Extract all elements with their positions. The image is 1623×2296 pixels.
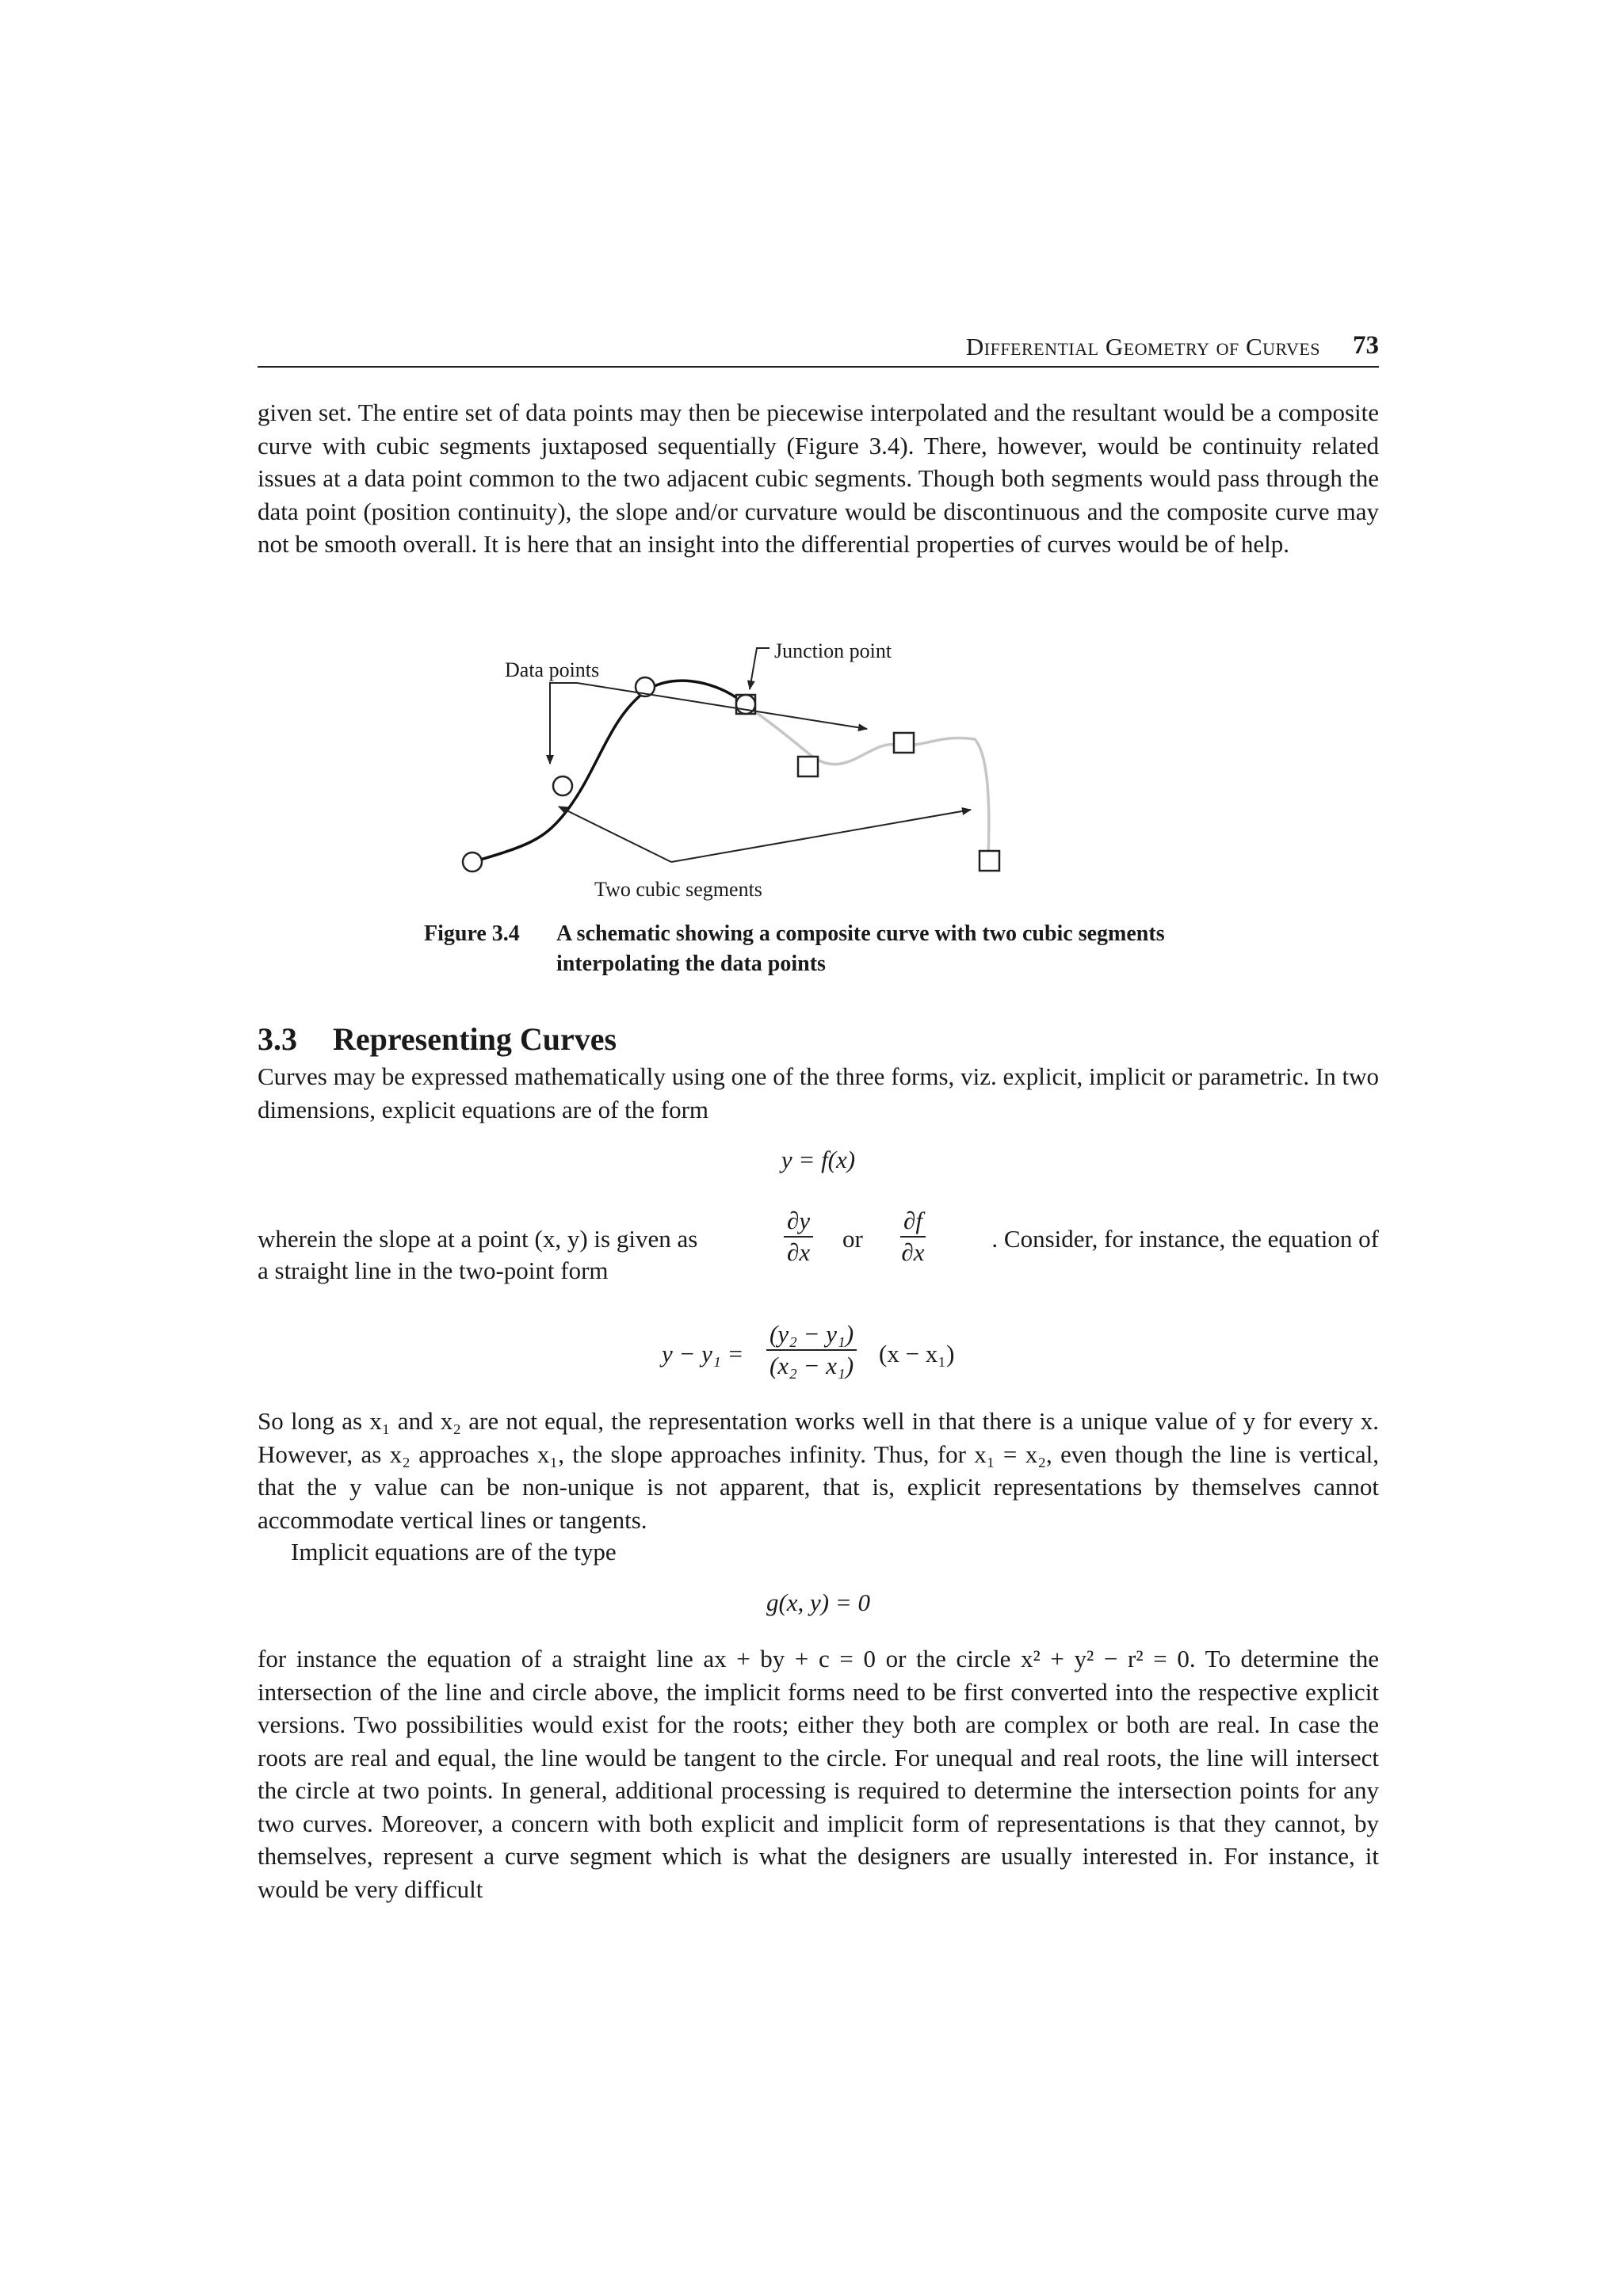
equation-rhs: (x − x₁) [879, 1340, 955, 1367]
fraction-dy-dx [784, 1206, 813, 1268]
junction-pointer [750, 648, 769, 689]
slope-text-right: . Consider, for instance, the equation of [991, 1225, 1379, 1253]
slope-text-continuation: a straight line in the two-point form [258, 1257, 609, 1284]
equation-fraction [766, 1319, 857, 1381]
data-point-circle [553, 776, 572, 795]
figure-3-4 [416, 626, 1288, 911]
fraction-numerator: ∂y [784, 1206, 813, 1238]
data-point-circle [463, 852, 482, 871]
or-word: or [842, 1225, 863, 1253]
equation-two-point [258, 1319, 1379, 1390]
cubic-segment-2 [746, 705, 989, 856]
section-heading [258, 1020, 617, 1058]
fraction-denominator: (x₂ − x₁) [769, 1352, 854, 1379]
label-data-points: Data points [505, 658, 600, 681]
paragraph-implicit-details: for instance the equation of a straight line ax + by + c = 0 or the circle x² + y² − r² = 0. To determine the intersection of the line and circle above, the implicit forms need to be first converted into the respective explicit versions. Two possibilities would exist for the roots; either they both are complex or both are real. In case the roots are real and equal, the line would be tangent to the circle. For unequal and real roots, the line will intersect the circle at two points. In general, additional processing is required to determine the intersection points for any two curves. Moreover, a concern with both explicit and implicit form of representations is that they cannot, by themselves, represent a curve segment which is what the designers are usually interested in. For instance, it would be very difficult [258, 1645, 1379, 1903]
equation-explicit [258, 1146, 1379, 1174]
caption-text: A schematic showing a composite curve with two cubic segments interpolating the data points [556, 921, 1165, 976]
fraction-numerator: (y₂ − y₁) [766, 1319, 857, 1351]
fraction-denominator: ∂x [787, 1238, 811, 1266]
segments-pointer [671, 810, 971, 862]
section-number: 3.3 [258, 1021, 297, 1057]
data-points-pointer [550, 683, 577, 764]
equation-implicit-text: g(x, y) = 0 [766, 1589, 871, 1616]
paragraph-implicit-intro: Implicit equations are of the type [291, 1538, 617, 1566]
equation-lhs: y − y₁ = [662, 1340, 744, 1367]
paragraph-intro: given set. The entire set of data points may then be piecewise interpolated and the resultant would be a composite curve with cubic segments juxtaposed sequentially (Figure 3.4). There, however, would be continuity related issues at a data point common to the two adjacent cubic segments. Though both segments would pass through the data point (position continuity), the slope and/or curvature would be discontinuous and the composite curve may not be smooth overall. It is here that an insight into the differential properties of curves would be of help. [258, 399, 1379, 558]
equation-implicit [258, 1589, 1379, 1617]
data-point-square [798, 757, 818, 776]
paragraph-forms: Curves may be expressed mathematically using one of the three forms, viz. explicit, implicit or parametric. In two dimensions, explicit equations are of the form [258, 1062, 1379, 1123]
fraction-denominator: ∂x [901, 1238, 925, 1266]
caption-number: Figure 3.4 [424, 921, 520, 946]
page-number: 73 [1353, 331, 1379, 360]
label-junction-point: Junction point [774, 639, 892, 662]
data-point-square [980, 851, 999, 871]
paragraph-explicit-limits: So long as x₁ and x₂ are not equal, the representation works well in that there is a unique value of y for every x. However, as x₂ approaches x₁, the slope approaches infinity. Thus, for x₁ = x₂, even though the line is vertical, that the y value can be non-unique is not apparent, that is, explicit representations by themselves cannot accommodate vertical lines or tangents. [258, 1407, 1379, 1534]
segments-pointer [559, 807, 671, 862]
section-title: Representing Curves [333, 1021, 617, 1057]
fraction-numerator: ∂f [900, 1206, 926, 1238]
label-two-cubic-segments: Two cubic segments [594, 878, 762, 901]
fraction-df-dx [900, 1206, 926, 1268]
cubic-segment-1 [472, 681, 746, 862]
running-title: Differential Geometry of Curves [965, 333, 1320, 360]
data-point-square [894, 733, 914, 753]
equation-explicit-text: y = f(x) [781, 1146, 856, 1173]
slope-text-left: wherein the slope at a point (x, y) is given as [258, 1225, 698, 1253]
running-header [258, 330, 1379, 368]
